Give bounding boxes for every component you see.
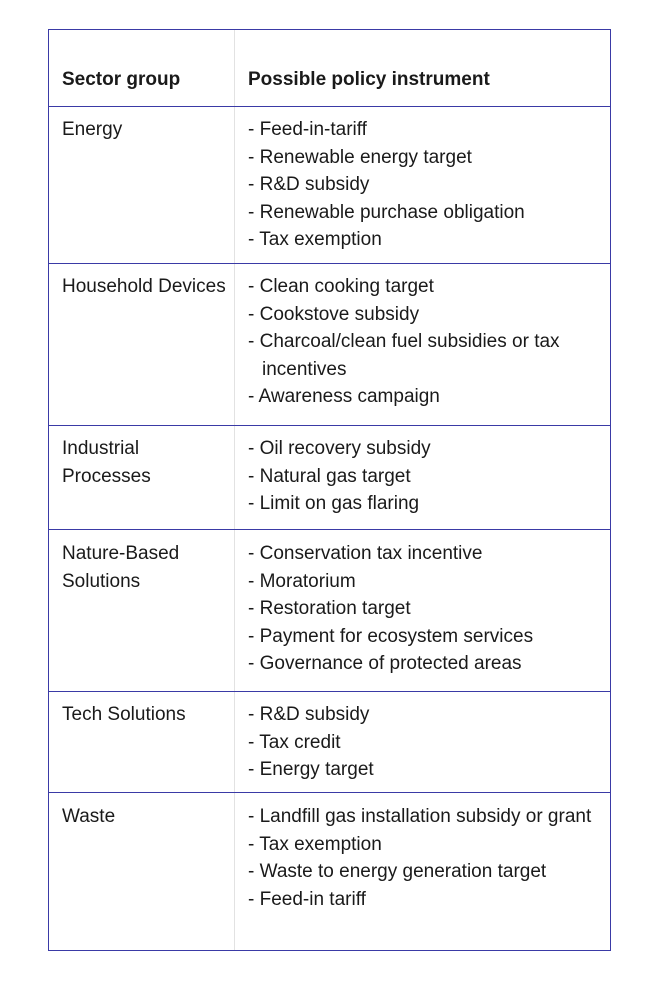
instrument-item: - Restoration target bbox=[248, 598, 411, 619]
table-row-industrial-processes bbox=[49, 426, 610, 530]
instrument-list bbox=[248, 803, 603, 913]
instrument-item: - Moratorium bbox=[248, 570, 356, 592]
instrument-item: - Limit on gas flaring bbox=[248, 493, 420, 514]
table-row-tech-solutions bbox=[49, 692, 610, 793]
instrument-list bbox=[248, 540, 603, 678]
header-policy-instrument: Possible policy instrument bbox=[248, 69, 490, 90]
instrument-item: - Feed-in tariff bbox=[248, 888, 366, 910]
instrument-item: - Natural gas target bbox=[248, 465, 411, 487]
sector-cell: Waste bbox=[62, 806, 116, 827]
instrument-item: - Renewable energy target bbox=[248, 146, 472, 168]
table-header-row bbox=[49, 30, 610, 107]
instrument-item: - Tax exemption bbox=[248, 833, 382, 855]
instrument-item: - Waste to energy generation target bbox=[248, 861, 547, 882]
instrument-list bbox=[248, 701, 603, 784]
instrument-list bbox=[248, 116, 603, 254]
table-row-waste bbox=[49, 793, 610, 950]
instrument-list bbox=[248, 435, 603, 518]
instrument-item: - Awareness campaign bbox=[248, 386, 440, 407]
instrument-item: - Conservation tax incentive bbox=[248, 543, 483, 564]
sector-cell: Industrial Processes bbox=[62, 438, 151, 487]
instrument-list bbox=[248, 273, 603, 411]
instrument-item: - Governance of protected areas bbox=[248, 653, 522, 674]
instrument-item: - Renewable purchase obligation bbox=[248, 201, 525, 223]
policy-instrument-table bbox=[48, 29, 611, 951]
sector-cell: Energy bbox=[62, 119, 123, 140]
sector-cell: Tech Solutions bbox=[62, 704, 186, 725]
sector-cell: Nature-Based Solutions bbox=[62, 543, 180, 592]
instrument-item: - Energy target bbox=[248, 759, 374, 780]
instrument-item: - Tax exemption bbox=[248, 229, 382, 250]
instrument-item: - Payment for ecosystem services bbox=[248, 625, 534, 647]
instrument-item: - Tax credit bbox=[248, 731, 341, 753]
table-row-household-devices bbox=[49, 264, 610, 426]
instrument-item: - R&D subsidy bbox=[248, 704, 370, 725]
instrument-item: - Feed-in-tariff bbox=[248, 119, 367, 140]
sector-cell: Household Devices bbox=[62, 276, 226, 297]
table-row-nature-based-solutions bbox=[49, 530, 610, 692]
instrument-item: - Cookstove subsidy bbox=[248, 303, 420, 325]
instrument-item: - Landfill gas installation subsidy or grant bbox=[248, 806, 592, 827]
instrument-item: - Clean cooking target bbox=[248, 276, 434, 297]
instrument-item: - Charcoal/clean fuel subsidies or tax incentives bbox=[248, 331, 560, 380]
instrument-item: - Oil recovery subsidy bbox=[248, 438, 431, 459]
table-row-energy bbox=[49, 107, 610, 264]
header-sector-group: Sector group bbox=[62, 69, 181, 90]
instrument-item: - R&D subsidy bbox=[248, 174, 370, 195]
